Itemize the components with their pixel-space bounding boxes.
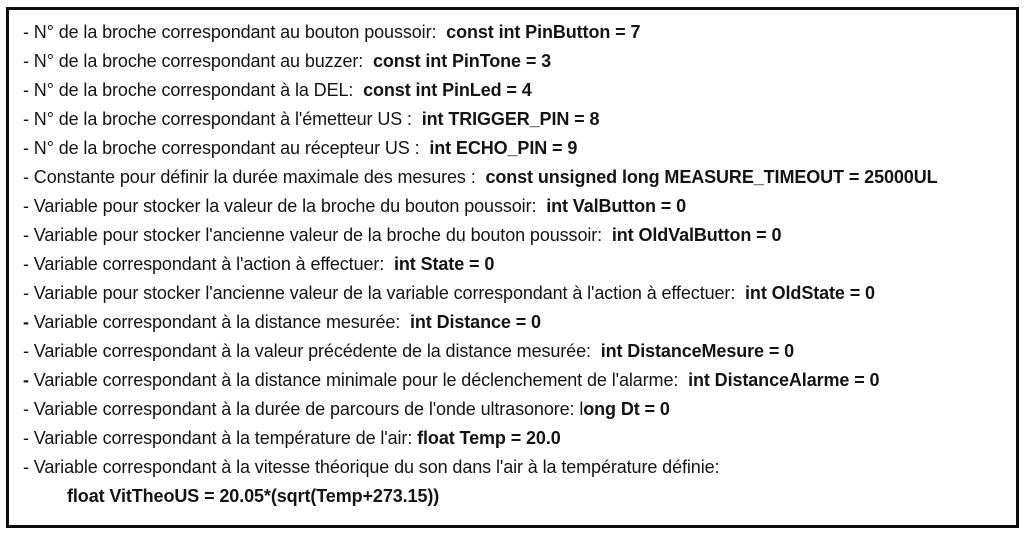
text-line	[23, 279, 1008, 308]
line-dash: -	[23, 457, 34, 477]
line-code: int ValButton = 0	[546, 196, 687, 216]
line-dash: -	[23, 428, 34, 448]
line-dash: -	[23, 312, 34, 332]
line-description: N° de la broche correspondant à la DEL:	[33, 80, 364, 100]
line-dash: -	[23, 341, 34, 361]
text-line	[23, 221, 1008, 250]
line-dash: -	[23, 399, 34, 419]
line-description: Variable correspondant à la distance minimale pour le déclenchement de l'alarme:	[33, 370, 689, 390]
line-description: N° de la broche correspondant à l'émetteur US :	[33, 109, 422, 129]
line-code: const int PinLed = 4	[363, 80, 532, 100]
line-code: int OldState = 0	[745, 283, 875, 303]
line-dash: -	[23, 138, 34, 158]
line-dash: -	[23, 370, 34, 390]
line-description: Variable correspondant à la durée de parcours de l'onde ultrasonore: l	[33, 399, 584, 419]
document-frame	[6, 7, 1019, 528]
line-code: int TRIGGER_PIN = 8	[421, 109, 600, 129]
text-line	[23, 105, 1008, 134]
line-dash: -	[23, 283, 34, 303]
text-line	[23, 482, 1008, 511]
line-description: N° de la broche correspondant au bouton poussoir:	[33, 22, 447, 42]
line-description: Variable correspondant à la valeur précédente de la distance mesurée:	[33, 341, 601, 361]
text-line	[23, 366, 1008, 395]
line-dash: -	[23, 80, 34, 100]
line-code: ong Dt = 0	[583, 399, 670, 419]
text-line	[23, 250, 1008, 279]
line-description: Variable correspondant à l'action à effectuer:	[33, 254, 394, 274]
text-line	[23, 337, 1008, 366]
line-description: Constante pour définir la durée maximale des mesures :	[33, 167, 486, 187]
text-line	[23, 395, 1008, 424]
text-line	[23, 308, 1008, 337]
line-code: int OldValButton = 0	[611, 225, 782, 245]
text-lines-container	[23, 18, 1008, 511]
text-line	[23, 453, 1008, 482]
line-code: int State = 0	[394, 254, 495, 274]
line-description: N° de la broche correspondant au buzzer:	[33, 51, 373, 71]
text-line	[23, 163, 1008, 192]
line-description: Variable pour stocker l'ancienne valeur de la broche du bouton poussoir:	[33, 225, 612, 245]
line-dash: -	[23, 109, 34, 129]
line-dash: -	[23, 22, 34, 42]
line-description: Variable pour stocker la valeur de la broche du bouton poussoir:	[33, 196, 547, 216]
text-line	[23, 134, 1008, 163]
line-description: Variable correspondant à la distance mesurée:	[33, 312, 410, 332]
text-line	[23, 76, 1008, 105]
text-line	[23, 192, 1008, 221]
text-line	[23, 424, 1008, 453]
line-code: float Temp = 20.0	[417, 428, 561, 448]
line-code: const int PinButton = 7	[446, 22, 641, 42]
line-description: Variable correspondant à la vitesse théorique du son dans l'air à la température définie:	[33, 457, 720, 477]
text-line	[23, 18, 1008, 47]
line-code: int DistanceAlarme = 0	[688, 370, 880, 390]
line-dash: -	[23, 225, 34, 245]
line-code: int ECHO_PIN = 9	[429, 138, 578, 158]
line-description: Variable pour stocker l'ancienne valeur de la variable correspondant à l'action à effectuer:	[33, 283, 746, 303]
line-dash: -	[23, 254, 34, 274]
line-description: Variable correspondant à la température de l'air:	[33, 428, 418, 448]
line-code: const int PinTone = 3	[373, 51, 552, 71]
line-code: const unsigned long MEASURE_TIMEOUT = 25000UL	[485, 167, 938, 187]
line-code: float VitTheoUS = 20.05*(sqrt(Temp+273.15))	[67, 486, 440, 506]
line-dash: -	[23, 51, 34, 71]
line-description: N° de la broche correspondant au récepteur US :	[33, 138, 430, 158]
line-code: int DistanceMesure = 0	[600, 341, 795, 361]
line-code: int Distance = 0	[409, 312, 541, 332]
text-line	[23, 47, 1008, 76]
line-dash: -	[23, 167, 34, 187]
line-dash: -	[23, 196, 34, 216]
